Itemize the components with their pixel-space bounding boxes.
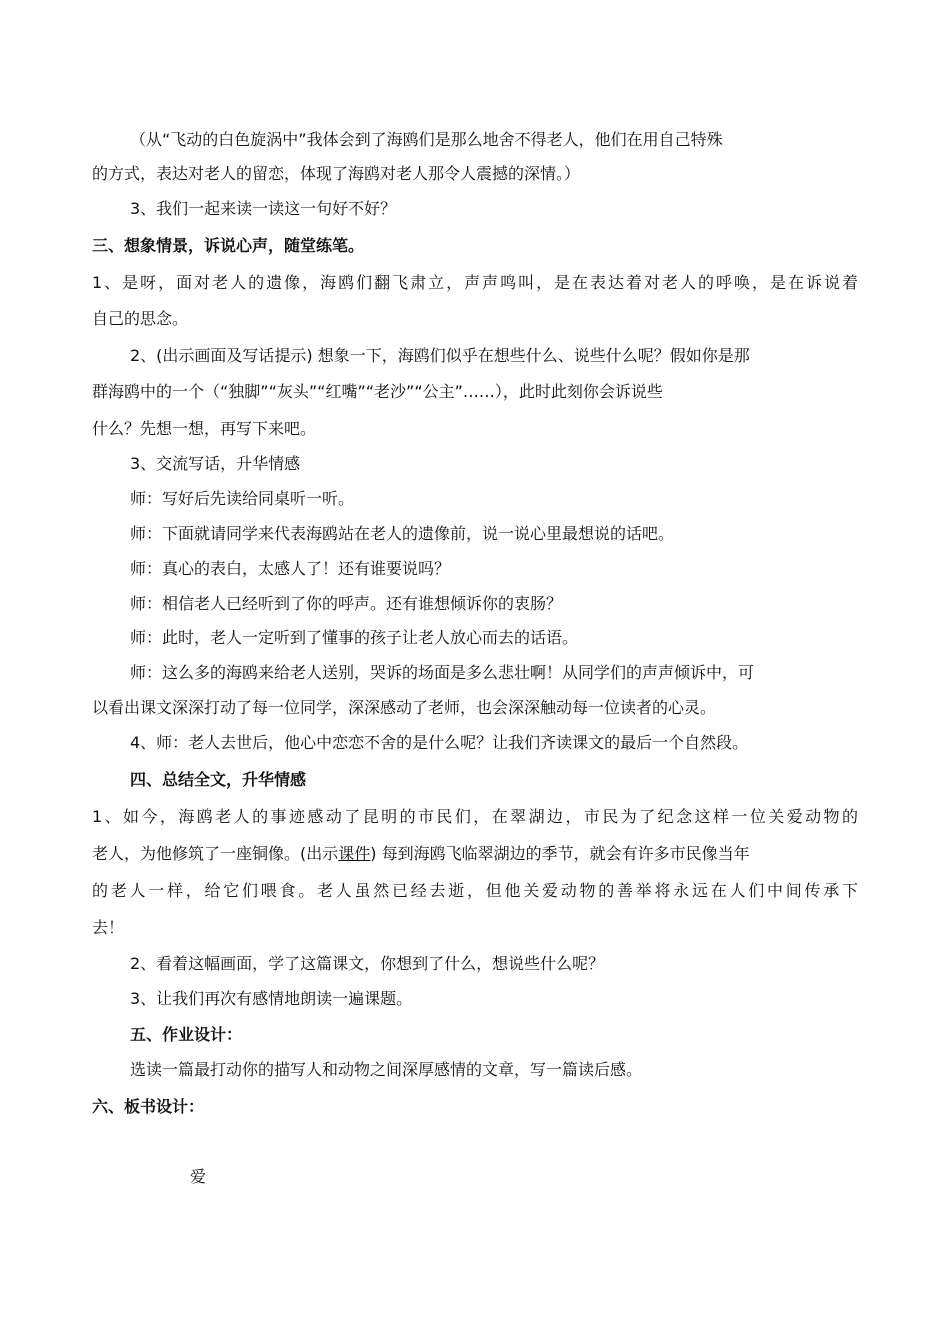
section-heading-6: 六、板书设计： <box>92 1097 205 1116</box>
courseware-link[interactable]: 课件 <box>338 844 371 863</box>
paragraph-line: 以看出课文深深打动了每一位同学，深深感动了老师，也会深深触动每一位读者的心灵。 <box>92 698 717 717</box>
paragraph-line: 去！ <box>92 918 125 937</box>
line-text: ) 每到海鸥飞临翠湖边的季节，就会有许多市民像当年 <box>370 844 750 863</box>
teacher-line: 师：下面就请同学来代表海鸥站在老人的遗像前，说一说心里最想说的话吧。 <box>130 524 675 543</box>
board-design-text: 爱 <box>190 1167 207 1186</box>
teacher-line: 师：这么多的海鸥来给老人送别，哭诉的场面是多么悲壮啊！从同学们的声声倾诉中，可 <box>130 663 755 682</box>
teacher-line: 师：真心的表白，太感人了！还有谁要说吗？ <box>130 559 451 578</box>
section-heading-5: 五、作业设计： <box>130 1025 243 1044</box>
paragraph-line: 2、看着这幅画面，学了这篇课文，你想到了什么，想说些什么呢？ <box>130 954 605 973</box>
line-text: 老人，为他修筑了一座铜像。(出示 <box>92 844 339 863</box>
section-heading-4: 四、总结全文，升华情感 <box>130 770 307 789</box>
paragraph-line: 3、交流写话，升华情感 <box>130 454 301 473</box>
paragraph-line: 2、(出示画面及写话提示) 想象一下，海鸥们似乎在想些什么、说些什么呢？假如你是那 <box>130 346 750 365</box>
teacher-line: 师：写好后先读给同桌听一听。 <box>130 489 355 508</box>
paragraph-line: 的老人一样，给它们喂食。老人虽然已经去逝，但他关爱动物的善举将永远在人们中间传承下 <box>92 881 858 900</box>
teacher-line: 师：此时，老人一定听到了懂事的孩子让老人放心而去的话语。 <box>130 628 579 647</box>
paragraph-line: 4、师：老人去世后，他心中恋恋不舍的是什么呢？让我们齐读课文的最后一个自然段。 <box>130 733 749 752</box>
paragraph-line: 1、是呀，面对老人的遗像，海鸥们翻飞肃立，声声鸣叫，是在表达着对老人的呼唤，是在诉说着 <box>92 273 858 292</box>
paragraph-line: 群海鸥中的一个（“独脚”“灰头”“红嘴”“老沙”“公主”……），此时此刻你会诉说些 <box>92 382 663 401</box>
paragraph-line: 3、我们一起来读一读这一句好不好？ <box>130 199 397 218</box>
paragraph-line: （从“飞动的白色旋涡中”我体会到了海鸥们是那么地舍不得老人，他们在用自己特殊 <box>130 130 723 149</box>
paragraph-line: 3、让我们再次有感情地朗读一遍课题。 <box>130 989 413 1008</box>
paragraph-line: 的方式，表达对老人的留恋，体现了海鸥对老人那令人震撼的深情。） <box>92 164 581 183</box>
paragraph-line-with-link <box>92 844 950 864</box>
paragraph-line: 什么？先想一想，再写下来吧。 <box>92 419 317 438</box>
section-heading-3: 三、想象情景，诉说心声，随堂练笔。 <box>92 236 365 255</box>
paragraph-line: 自己的思念。 <box>92 309 189 328</box>
paragraph-line: 1、如今，海鸥老人的事迹感动了昆明的市民们，在翠湖边，市民为了纪念这样一位关爱动物的 <box>92 807 858 826</box>
teacher-line: 师：相信老人已经听到了你的呼声。还有谁想倾诉你的衷肠？ <box>130 594 563 613</box>
paragraph-line: 选读一篇最打动你的描写人和动物之间深厚感情的文章，写一篇读后感。 <box>130 1060 643 1079</box>
